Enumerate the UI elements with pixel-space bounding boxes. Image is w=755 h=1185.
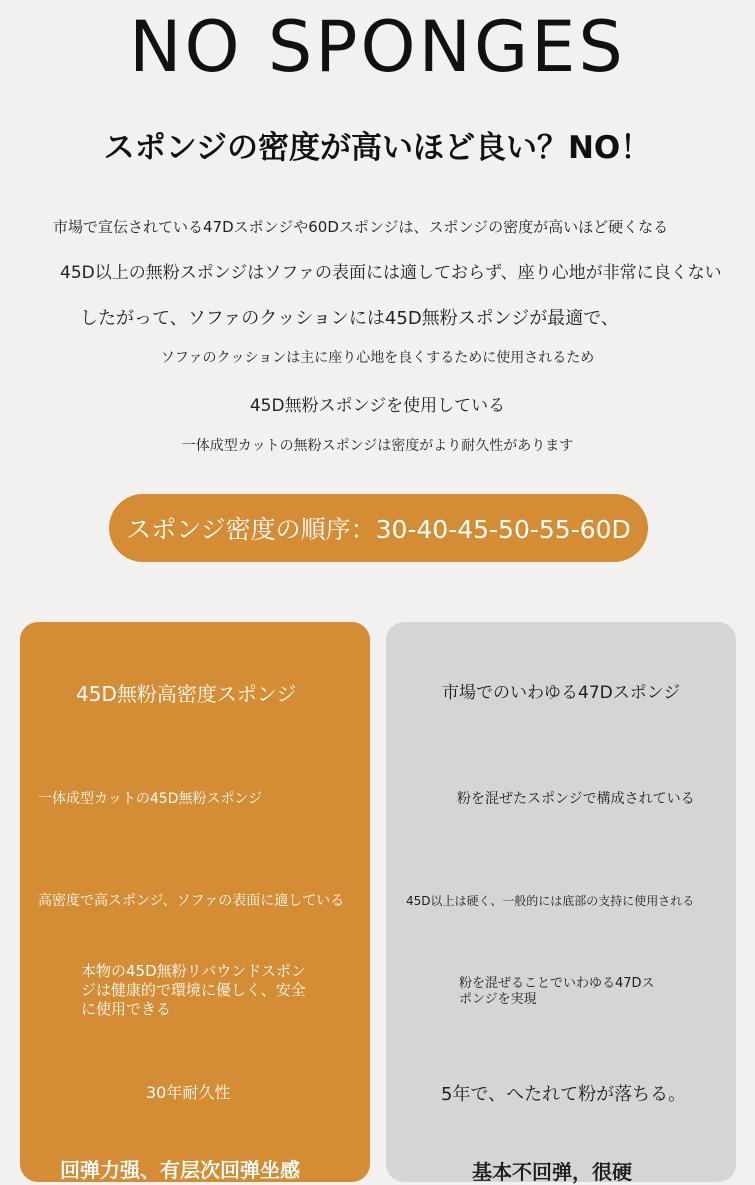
card-item: 粉を混ぜることでいわゆる47Dスポンジを実現 xyxy=(459,976,655,1007)
card-item: 回弹力强、有层次回弹坐感 xyxy=(60,1158,300,1182)
comparison-card-45d xyxy=(20,622,370,1182)
card-item: 本物の45D無粉リバウンドスポンジは健康的で環境に優しく、安全に使用できる xyxy=(81,962,307,1018)
intro-line-2: 45D以上の無粉スポンジはソファの表面には適しておらず、座り心地が非常に良くない xyxy=(60,263,722,283)
comparison-card-47d xyxy=(386,622,736,1182)
card-item: 基本不回弹，很硬 xyxy=(472,1160,632,1184)
card-title: 45D無粉高密度スポンジ xyxy=(76,682,297,706)
density-order-label: スポンジ密度の順序：30-40-45-50-55-60D xyxy=(126,515,631,544)
intro-line-6: 一体成型カットの無粉スポンジは密度がより耐久性があります xyxy=(181,438,574,454)
card-item: 45D以上は硬く、一般的には底部の支持に使用される xyxy=(406,894,695,908)
card-item: 30年耐久性 xyxy=(146,1083,231,1102)
card-title: 市場でのいわゆる47Dスポンジ xyxy=(442,683,681,703)
intro-line-1: 市場で宣伝されている47Dスポンジや60Dスポンジは、スポンジの密度が高いほど硬くなる xyxy=(53,218,669,236)
intro-line-5: 45D無粉スポンジを使用している xyxy=(249,396,506,416)
card-item: 5年で、へたれて粉が落ちる。 xyxy=(441,1084,687,1105)
headline: スポンジの密度が高いほど良い？NO！ xyxy=(103,130,652,166)
hero-title: NO SPONGES xyxy=(129,6,626,88)
card-item: 一体成型カットの45D無粉スポンジ xyxy=(38,791,263,807)
intro-line-4: ソファのクッションは主に座り心地を良くするために使用されるため xyxy=(160,350,595,366)
card-item: 粉を混ぜたスポンジで構成されている xyxy=(457,791,695,807)
intro-line-3: したがって、ソファのクッションには45D無粉スポンジが最適で、 xyxy=(80,308,619,329)
card-item: 高密度で高スポンジ、ソファの表面に適している xyxy=(38,893,345,909)
density-order-banner xyxy=(109,494,648,562)
